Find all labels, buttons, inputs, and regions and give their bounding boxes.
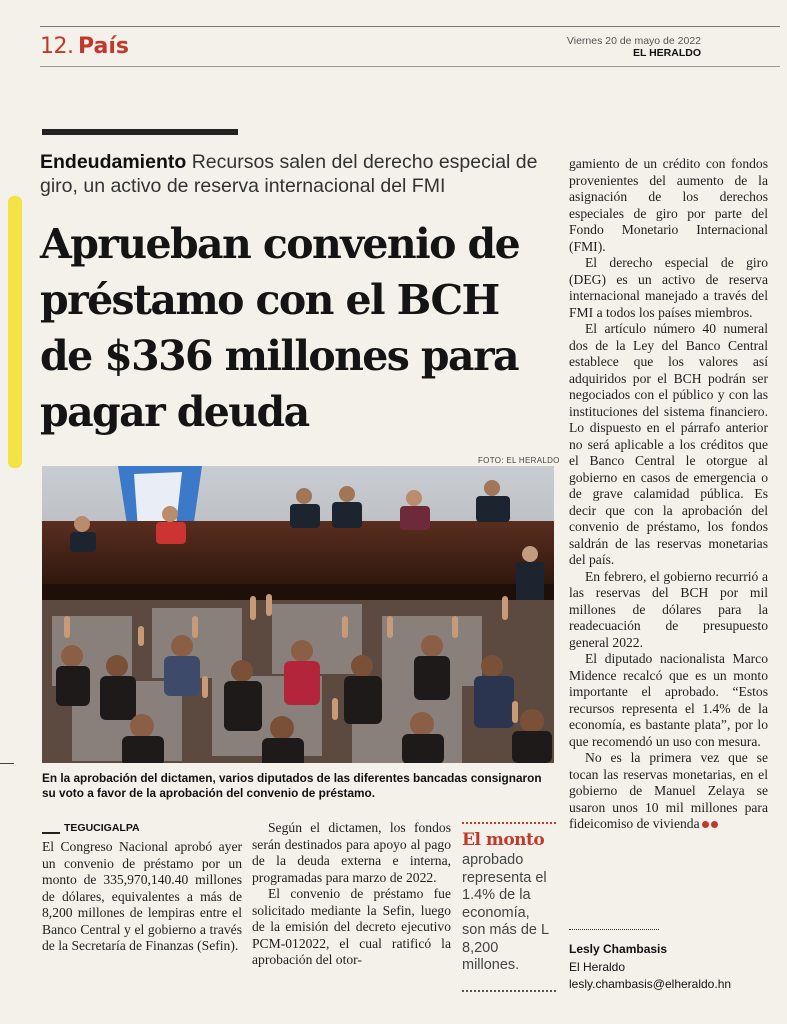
article-column-3: [569, 156, 768, 833]
section-name: País: [78, 34, 130, 59]
paragraph: El derecho especial de giro (DEG) es un activo de reserva internacional manejado a través del FMI a todos los países miembros.: [569, 255, 768, 320]
paragraph: El convenio de préstamo fue solicitado mediante la Sefin, luego de la emisión del decreto ejecutivo PCM-012022, el cual ratificó la aprobación del otor-: [252, 886, 451, 967]
paragraph: El artículo número 40 numeral dos de la Ley del Banco Central establece que los valores así adquiridos por el BCH podrán ser negociados con el público y con las instituciones del sistema financiero. Lo dispuesto en el párrafo anterior no será aplicable a los créditos que el Banco Central le otorgue al gobierno en casos de emergencia o de grave calamidad pública. Es decir que con la aprobación del convenio de préstamo, los fondos saldrán de las reservas monetarias del país.: [569, 321, 768, 567]
end-mark-icon: [711, 821, 718, 828]
paragraph: En febrero, el gobierno recurrió a las reservas del BCH por mil millones de dólares para la readecuación de presupuesto general 2022.: [569, 568, 768, 650]
author-email[interactable]: lesly.chambasis@elheraldo.hn: [569, 977, 732, 991]
article-column-1: [42, 839, 242, 955]
newspaper-name: EL HERALDO: [632, 47, 701, 59]
header-bottom-rule: [40, 66, 780, 67]
paragraph: Según el dictamen, los fondos serán destinados para apoyo al pago de la deuda externa e interna, programadas para marzo de 2022.: [252, 820, 451, 885]
end-mark-icon: [702, 821, 709, 828]
paragraph-text: No es la primera vez que se tocan las reservas monetarias, en el gobierno de Manuel Zelaya se usaron unos 10 mil millones para fideicomiso de vivienda: [569, 750, 768, 831]
paragraph: El diputado nacionalista Marco Midence recalcó que es un monto importante el aprobado. “Estos recursos representa el 1.4% de la economía, es bastante plata”, por lo que recomendó un uso con mesura.: [569, 651, 768, 749]
congress-photo: [42, 466, 554, 763]
margin-mark: [0, 763, 14, 764]
kicker-text: Recursos salen del derecho especial de giro, un activo de reserva internacional del FMI: [40, 151, 538, 197]
sidebar-title: El monto: [462, 830, 545, 850]
headline: Aprueban convenio de préstamo con el BCH de $336 millones para pagar deuda: [40, 220, 520, 436]
dateline: TEGUCIGALPA: [64, 822, 140, 834]
kicker-label: Endeudamiento: [40, 151, 187, 173]
sidebar-text: aprobado representa el 1.4% de la economía, son más de L 8,200 millones.: [462, 852, 549, 973]
header-top-rule: [40, 26, 780, 27]
page-number: 12.: [40, 34, 74, 59]
photo-illustration: [42, 466, 554, 763]
paragraph: [569, 750, 768, 833]
author-name: Lesly Chambasis: [569, 942, 668, 956]
paragraph: gamiento de un crédito con fondos provenientes del aumento de la asignación de los derechos especiales de giro por parte del Fondo Monetario Internacional (FMI).: [569, 156, 768, 254]
dateline-bar: [42, 832, 60, 834]
section-bar: [42, 129, 238, 135]
byline-rule: [569, 929, 659, 930]
issue-date: Viernes 20 de mayo de 2022: [566, 35, 701, 47]
photo-caption: En la aprobación del dictamen, varios diputados de las diferentes bancadas consignaron su voto a favor de la aprobación del convenio de préstamo.: [42, 771, 542, 800]
article-column-2: [252, 820, 451, 969]
sidebar-bottom-rule: [462, 990, 556, 992]
author-organization: El Heraldo: [569, 960, 626, 974]
photo-credit: FOTO: EL HERALDO: [478, 456, 560, 465]
sidebar-top-rule: [462, 822, 556, 824]
paragraph: El Congreso Nacional aprobó ayer un convenio de préstamo por un monto de 335,970,140.40 millones de dólares, equivalentes a más de 8,200 millones de lempiras entre el Banco Central y el gobierno a través de la Secretaría de Finanzas (Sefin).: [42, 839, 242, 953]
highlighter-mark: [8, 196, 22, 468]
kicker: [40, 150, 555, 198]
